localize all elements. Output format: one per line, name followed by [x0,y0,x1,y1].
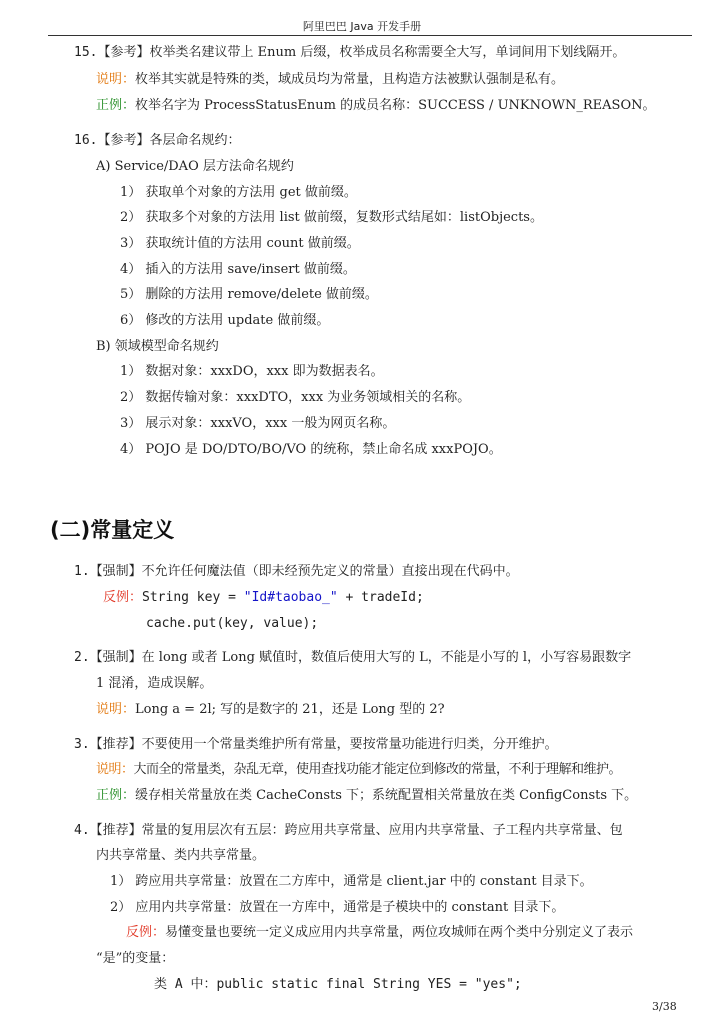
counter-example-label: 反例： [103,590,143,605]
list-item: 1） 跨应用共享常量：放置在二方库中，通常是 client.jar 中的 constant 目录下。 [110,874,593,889]
rule-text: 不允许任何魔法值（即未经预先定义的常量）直接出现在代码中。 [141,564,519,579]
header-divider [48,35,692,36]
list-item: 6） 修改的方法用 update 做前缀。 [120,313,330,328]
note-text: Long a = 2l; 写的是数字的 21，还是 Long 型的 2? [135,702,445,717]
note-text: 大而全的常量类，杂乱无章，使用查找功能才能定位到修改的常量，不利于理解和维护。 [133,762,622,777]
rule-2-note [96,700,445,720]
example-text: 缓存相关常量放在类 CacheConsts 下；系统配置相关常量放在类 ConfigConsts 下。 [135,788,638,803]
code-text: + tradeId; [337,590,424,605]
example-label: 正例： [96,788,136,803]
list-item: 1） 获取单个对象的方法用 get 做前缀。 [120,185,357,200]
list-item: 4） 插入的方法用 save/insert 做前缀。 [120,262,356,277]
page-header-title: 阿里巴巴 Java 开发手册 [302,20,422,33]
rule-tag: 【强制】 [89,650,142,665]
rule-text: 在 long 或者 Long 赋值时，数值后使用大写的 L，不能是小写的 l，小写容易跟数字 [141,650,632,665]
note-label: 说明： [96,702,136,717]
counter-example [126,923,633,943]
example-text: 枚举名字为 ProcessStatusEnum 的成员名称：SUCCESS / UNKNOWN_REASON。 [135,98,656,113]
rule-text: 不要使用一个常量类维护所有常量，要按常量功能进行归类，分开维护。 [141,737,558,752]
rule-15-note [96,70,564,90]
rule-text: 各层命名规约： [149,133,241,148]
list-item: 4） POJO 是 DO/DTO/BO/VO 的统称，禁止命名成 xxxPOJO。 [120,442,502,457]
counter-example-label: 反例： [126,925,166,940]
rule-tag: 【参考】 [97,133,150,148]
constant-rule-1 [74,562,519,582]
rule-number: 3. [74,737,90,752]
rule-number: 2. [74,650,90,665]
rule-3-note [96,760,621,780]
code-line: cache.put(key, value); [146,616,319,631]
note-label: 说明： [96,72,136,87]
rule-number: 15. [74,45,98,60]
example-label: 正例： [96,98,136,113]
rule-number: 1. [74,564,90,579]
list-item: 2） 数据传输对象：xxxDTO，xxx 为业务领域相关的名称。 [120,390,471,405]
subsection-a-title: A) Service/DAO 层方法命名规约 [96,159,294,174]
rule-tag: 【推荐】 [89,823,142,838]
rule-3-example [96,786,637,806]
list-item: 2） 获取多个对象的方法用 list 做前缀，复数形式结尾如：listObjects。 [120,210,543,225]
rule-15 [74,43,625,63]
rule-text-continued: 内共享常量、类内共享常量。 [96,848,266,863]
note-text: 枚举其实就是特殊的类，域成员均为常量，且构造方法被默认强制是私有。 [135,72,565,87]
rule-number: 16. [74,133,98,148]
constant-rule-4 [74,821,623,841]
rule-number: 4. [74,823,90,838]
list-item: 1） 数据对象：xxxDO，xxx 即为数据表名。 [120,364,384,379]
counter-example-text: 易懂变量也要统一定义成应用内共享常量，两位攻城师在两个类中分别定义了表示 [165,925,634,940]
code-line: 类 A 中：public static final String YES = "yes"; [154,977,522,992]
rule-tag: 【推荐】 [89,737,142,752]
rule-tag: 【参考】 [97,45,150,60]
rule-16 [74,131,241,151]
subsection-b-title: B) 领域模型命名规约 [96,339,219,354]
list-item: 5） 删除的方法用 remove/delete 做前缀。 [120,287,378,302]
code-text: String key = [142,590,244,605]
counter-example-continued: “是”的变量： [96,951,175,966]
rule-15-example [96,96,656,116]
rule-tag: 【强制】 [89,564,142,579]
note-label: 说明： [96,762,134,777]
rule-text-continued: 1 混淆，造成误解。 [96,676,213,691]
counter-example [103,588,424,608]
rule-text: 枚举类名建议带上 Enum 后缀，枚举成员名称需要全大写，单词间用下划线隔开。 [149,45,626,60]
list-item: 2） 应用内共享常量：放置在一方库中，通常是子模块中的 constant 目录下。 [110,900,565,915]
list-item: 3） 获取统计值的方法用 count 做前缀。 [120,236,360,251]
constant-rule-2 [74,648,631,668]
list-item: 3） 展示对象：xxxVO，xxx 一般为网页名称。 [120,416,396,431]
section-heading: (二)常量定义 [50,518,175,542]
code-string-literal: "Id#taobao_" [243,590,338,605]
page-number: 3/38 [652,1000,677,1013]
constant-rule-3 [74,735,558,755]
rule-text: 常量的复用层次有五层：跨应用共享常量、应用内共享常量、子工程内共享常量、包 [141,823,623,838]
